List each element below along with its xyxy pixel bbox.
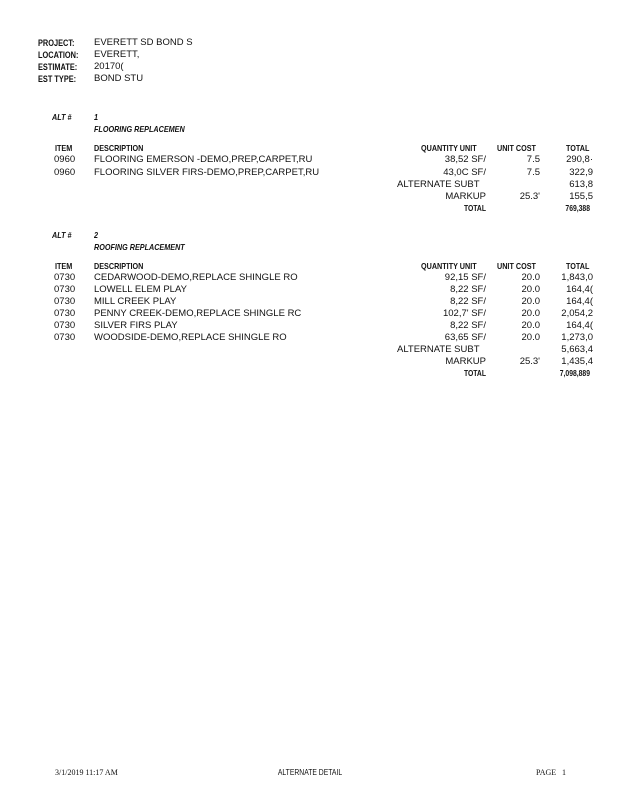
project-label: PROJECT: (38, 38, 75, 48)
footer-page-label: PAGE (536, 768, 557, 777)
row-quantity: 8,22 SF/ (450, 296, 486, 307)
row-description: FLOORING EMERSON -DEMO,PREP,CARPET,RU (94, 154, 313, 165)
row-quantity: 63,65 SF/ (444, 332, 486, 343)
alt-label: ALT # (52, 112, 72, 122)
project-value: EVERETT SD BOND S (94, 37, 193, 48)
row-quantity: 102,7' SF/ (442, 308, 486, 319)
row-unit-cost: 7.5 (526, 154, 540, 165)
row-unit-cost: 7.5 (526, 167, 540, 178)
row-description: MILL CREEK PLAY (94, 296, 177, 307)
row-description: SILVER FIRS PLAY (94, 320, 178, 331)
estimate-label: ESTIMATE: (38, 62, 78, 72)
row-total: 1,273,0 (561, 332, 593, 343)
col-item-header: ITEM (55, 143, 73, 153)
col-unit-cost-header: UNIT COST (497, 261, 536, 271)
col-total-header: TOTAL (566, 261, 590, 271)
row-quantity: 8,22 SF/ (450, 320, 486, 331)
total-value: 7,098,889 (559, 369, 590, 378)
row-quantity: 38,52 SF/ (444, 154, 486, 165)
estimate-value: 20170( (94, 61, 124, 72)
row-quantity: 92,15 SF/ (444, 272, 486, 283)
col-item-header: ITEM (55, 261, 73, 271)
subtotal-value: 5,663,4 (561, 344, 593, 355)
footer-report-name: ALTERNATE DETAIL (277, 768, 343, 777)
row-total: 164,4( (566, 296, 593, 307)
col-description-header: DESCRIPTION (94, 261, 144, 271)
row-item: 0960 (54, 154, 76, 165)
location-label: LOCATION: (38, 50, 79, 60)
row-total: 322,9 (569, 167, 593, 178)
row-description: PENNY CREEK-DEMO,REPLACE SHINGLE RC (94, 308, 302, 319)
row-quantity: 8,22 SF/ (450, 284, 486, 295)
row-total: 1,843,0 (561, 272, 593, 283)
row-item: 0730 (54, 308, 76, 319)
markup-percent: 25.3' (519, 191, 540, 202)
row-item: 0730 (54, 296, 76, 307)
markup-label: MARKUP (445, 191, 486, 202)
markup-percent: 25.3' (519, 356, 540, 367)
alt-title: FLOORING REPLACEMEN (94, 124, 185, 134)
row-unit-cost: 20.0 (521, 272, 540, 283)
esttype-value: BOND STU (94, 73, 144, 84)
subtotal-label: ALTERNATE SUBT (397, 179, 480, 190)
col-description-header: DESCRIPTION (94, 143, 144, 153)
row-item: 0730 (54, 272, 76, 283)
row-total: 164,4( (566, 320, 593, 331)
total-value: 769,388 (565, 204, 590, 213)
markup-label: MARKUP (445, 356, 486, 367)
markup-value: 1,435,4 (561, 356, 593, 367)
alt-number: 1 (94, 112, 99, 122)
alt-number: 2 (94, 230, 99, 240)
col-quantity-unit-header: QUANTITY UNIT (421, 143, 477, 153)
row-description: LOWELL ELEM PLAY (94, 284, 187, 295)
footer-page-number: 1 (562, 768, 566, 777)
row-item: 0730 (54, 284, 76, 295)
row-total: 2,054,2 (561, 308, 593, 319)
total-label: TOTAL (463, 204, 486, 213)
col-unit-cost-header: UNIT COST (497, 143, 536, 153)
row-unit-cost: 20.0 (521, 320, 540, 331)
row-unit-cost: 20.0 (521, 332, 540, 343)
row-description: CEDARWOOD-DEMO,REPLACE SHINGLE RO (94, 272, 298, 283)
esttype-label: EST TYPE: (38, 74, 77, 84)
row-item: 0730 (54, 320, 76, 331)
footer-datetime: 3/1/2019 11:17 AM (55, 768, 118, 777)
row-item: 0960 (54, 167, 76, 178)
row-description: FLOORING SILVER FIRS-DEMO,PREP,CARPET,RU (94, 167, 320, 178)
subtotal-value: 613,8 (569, 179, 593, 190)
subtotal-label: ALTERNATE SUBT (397, 344, 480, 355)
row-unit-cost: 20.0 (521, 296, 540, 307)
row-item: 0730 (54, 332, 76, 343)
row-unit-cost: 20.0 (521, 308, 540, 319)
location-value: EVERETT, (94, 49, 140, 60)
col-quantity-unit-header: QUANTITY UNIT (421, 261, 477, 271)
alt-title: ROOFING REPLACEMENT (94, 242, 185, 252)
row-description: WOODSIDE-DEMO,REPLACE SHINGLE RO (94, 332, 287, 343)
row-total: 164,4( (566, 284, 593, 295)
total-label: TOTAL (463, 369, 486, 378)
markup-value: 155,5 (569, 191, 593, 202)
row-total: 290,8· (566, 154, 593, 165)
row-quantity: 43,0C SF/ (443, 167, 486, 178)
alt-label: ALT # (52, 230, 72, 240)
col-total-header: TOTAL (566, 143, 590, 153)
row-unit-cost: 20.0 (521, 284, 540, 295)
